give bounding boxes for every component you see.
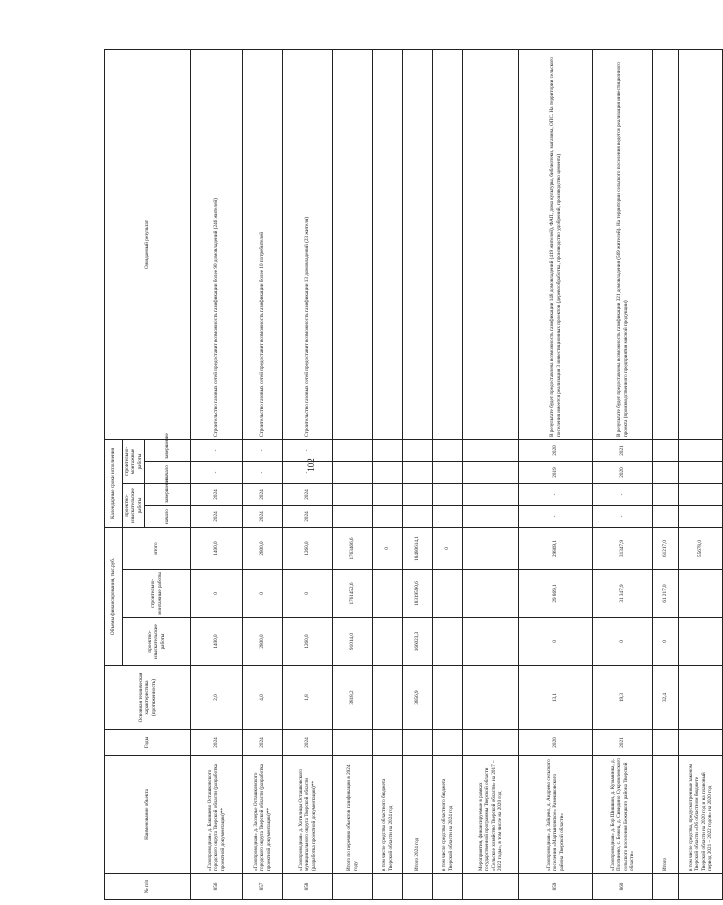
- row-fin-design: 1400,0: [191, 618, 243, 666]
- row-fin-design: [373, 618, 403, 666]
- row-fin-construction: [373, 570, 403, 618]
- row-num: 857: [243, 874, 283, 900]
- row-fin-total: [463, 528, 519, 570]
- row-design-start: [679, 506, 723, 528]
- row-num: [403, 874, 433, 900]
- row-fin-design: 0: [653, 618, 679, 666]
- row-num: [373, 874, 403, 900]
- row-constr-end: [433, 440, 463, 462]
- row-design-start: 2024: [243, 506, 283, 528]
- row-fin-construction: 61 217,0: [653, 570, 679, 618]
- row-tech: [433, 666, 463, 730]
- table-body: [191, 50, 723, 900]
- row-result: [373, 50, 403, 440]
- row-years: [463, 730, 519, 756]
- row-fin-total: 2800,0: [243, 528, 283, 570]
- row-num: 860: [593, 874, 653, 900]
- row-design-start: 2024: [191, 506, 243, 528]
- row-years: 2024: [243, 730, 283, 756]
- row-constr-start: [653, 462, 679, 484]
- row-constr-end: [679, 440, 723, 462]
- row-design-end: [463, 484, 519, 506]
- row-constr-start: [463, 462, 519, 484]
- header-calendar: Календарные сроки исполнения: [105, 440, 123, 528]
- row-constr-start: [333, 462, 373, 484]
- row-design-start: 2024: [283, 506, 333, 528]
- header-constr-start: начало: [145, 462, 191, 484]
- row-fin-construction: 1761452,6: [333, 570, 373, 618]
- header-fin-design: проектно-изыскательские работы: [123, 618, 191, 666]
- row-name: «Газопроводная» д. Зайцево, д. Андрево сельского поселения «Мартыновское» Рамешковского района Тверской области»: [519, 756, 593, 874]
- row-years: 2020: [519, 730, 593, 756]
- row-fin-design: [679, 618, 723, 666]
- row-tech: 4,0: [243, 666, 283, 730]
- table-row: [403, 50, 433, 900]
- row-num: 859: [519, 874, 593, 900]
- row-fin-construction: 29 869,1: [519, 570, 593, 618]
- row-result: [653, 50, 679, 440]
- row-years: [403, 730, 433, 756]
- row-fin-construction: [679, 570, 723, 618]
- row-years: [373, 730, 403, 756]
- row-name: Итого 2024 год: [403, 756, 433, 874]
- rotated-table-wrapper: [104, 50, 713, 900]
- row-design-end: 2024: [283, 484, 333, 506]
- row-design-end: -: [593, 484, 653, 506]
- row-constr-end: -: [283, 440, 333, 462]
- row-num: [653, 874, 679, 900]
- row-constr-start: -: [243, 462, 283, 484]
- row-design-start: [403, 506, 433, 528]
- row-fin-total: 29869,1: [519, 528, 593, 570]
- row-years: 2024: [191, 730, 243, 756]
- header-fin-total: итого: [123, 528, 191, 570]
- table-row: [333, 50, 373, 900]
- row-fin-design: 2800,0: [243, 618, 283, 666]
- row-fin-total: 18480614,1: [403, 528, 433, 570]
- row-design-end: [433, 484, 463, 506]
- row-result: [463, 50, 519, 440]
- table-row: [373, 50, 403, 900]
- row-design-end: [679, 484, 723, 506]
- table-row: [243, 50, 283, 900]
- row-tech: [679, 666, 723, 730]
- table-row: [679, 50, 723, 900]
- row-result: Строительство газовых сетей предоставит возможность газификации 13 домовладений (23 жителя): [283, 50, 333, 440]
- table-row: [433, 50, 463, 900]
- row-tech: 19,3: [593, 666, 653, 730]
- row-tech: [373, 666, 403, 730]
- header-design-start: начало: [145, 506, 191, 528]
- row-constr-start: -: [191, 462, 243, 484]
- row-tech: 1,8: [283, 666, 333, 730]
- page-number: 102: [306, 458, 316, 472]
- row-fin-design: [433, 618, 463, 666]
- row-tech: 32,4: [653, 666, 679, 730]
- row-constr-end: [373, 440, 403, 462]
- row-design-start: [433, 506, 463, 528]
- row-name: Итого: [653, 756, 679, 874]
- row-design-end: [653, 484, 679, 506]
- row-constr-start: 2020: [593, 462, 653, 484]
- row-fin-construction: 31 347,9: [593, 570, 653, 618]
- row-name: «Газопроводная» д. Бакишево Осташковского городского округа Тверской области (разработка проектной документации)**: [191, 756, 243, 874]
- row-design-end: [373, 484, 403, 506]
- row-fin-construction: 0: [191, 570, 243, 618]
- row-constr-start: [373, 462, 403, 484]
- row-fin-total: 0: [433, 528, 463, 570]
- header-constr-end: завершение: [145, 440, 191, 462]
- row-constr-start: [403, 462, 433, 484]
- row-constr-end: 2021: [593, 440, 653, 462]
- row-design-end: 2024: [243, 484, 283, 506]
- row-years: 2024: [283, 730, 333, 756]
- row-name: в том числе средства, предусмотренные законом Тверской области «Об областном бюджете Тверской области на 2020 год и на плановый период 2021 – 2022 годов» на 2020 год: [679, 756, 723, 874]
- row-result: [333, 50, 373, 440]
- row-fin-total: 31347,9: [593, 528, 653, 570]
- row-design-start: [463, 506, 519, 528]
- row-constr-start: 2019: [519, 462, 593, 484]
- header-financing: Объемы финансирования, тыс.руб.: [105, 528, 123, 666]
- header-num: № п/п: [105, 874, 191, 900]
- row-tech: 13,1: [519, 666, 593, 730]
- row-constr-end: -: [191, 440, 243, 462]
- row-design-end: [403, 484, 433, 506]
- row-design-end: [333, 484, 373, 506]
- row-years: [679, 730, 723, 756]
- row-result: В результате будет предоставлена возможность газификации 148 домовладений (419 жителей), ФАП, дома культуры, библиотеки, магазина, ОПС. На территории сельского поселения имеется реализация 3 инвестиционных проектов (деревообработка, производство удобрений, производство цемента): [519, 50, 593, 440]
- row-constr-end: [403, 440, 433, 462]
- row-fin-total: 1763466,6: [333, 528, 373, 570]
- row-num: [433, 874, 463, 900]
- row-name: в том числе средства областного бюджета Тверской области на 2024 год: [433, 756, 463, 874]
- row-fin-construction: [433, 570, 463, 618]
- row-fin-total: 1400,0: [191, 528, 243, 570]
- row-tech: 3818,2: [333, 666, 373, 730]
- row-name: Мероприятия, финансируемые в рамках государственной программы Тверской области «Сельское хозяйство Тверской области» на 2017 – 2022 годы», в том числе на 2020 год: [463, 756, 519, 874]
- row-result: Строительство газовых сетей предоставит возможность газификации более 10 потребителей: [243, 50, 283, 440]
- row-design-start: [333, 506, 373, 528]
- row-constr-end: [653, 440, 679, 462]
- row-fin-total: 61217,0: [653, 528, 679, 570]
- table-row: [519, 50, 593, 900]
- table-row: [191, 50, 243, 900]
- header-result: Ожидаемый результат: [105, 50, 191, 440]
- row-num: 858: [283, 874, 333, 900]
- row-years: [333, 730, 373, 756]
- row-name: «Газопроводная» д. Заозерье Осташковского городского округа Тверской области (разработка проектной документации)**: [243, 756, 283, 874]
- table-row: [593, 50, 653, 900]
- gasification-table: [104, 49, 723, 900]
- row-design-start: -: [593, 506, 653, 528]
- row-years: [433, 730, 463, 756]
- row-design-start: -: [519, 506, 593, 528]
- row-fin-total: 55678,0: [679, 528, 723, 570]
- row-design-end: -: [519, 484, 593, 506]
- row-result: [679, 50, 723, 440]
- row-fin-design: 91014,0: [333, 618, 373, 666]
- row-name: «Газопроводная» д. Бор Шишкин, д. Кузьминка, д. Плотинево, с. Бежец, д. Сивидино Сукромленского сельского поселения Бежецкого района Тверской области»: [593, 756, 653, 874]
- table-row: [653, 50, 679, 900]
- row-fin-design: 0: [593, 618, 653, 666]
- row-result: [433, 50, 463, 440]
- header-cal-design: проектно-изыскательские работы: [123, 484, 145, 528]
- header-cal-construction: строительно-монтажные работы: [123, 440, 145, 484]
- row-result: Строительство газовых сетей предоставит возможность газификации более 90 домовладений (246 жителей): [191, 50, 243, 440]
- row-name: «Газопроводная» д. Хотилицы Осташковского муниципального округа Тверской области (разработка проектной документации)**: [283, 756, 333, 874]
- row-num: [463, 874, 519, 900]
- row-constr-start: [679, 462, 723, 484]
- table-row: [463, 50, 519, 900]
- row-tech: 2,0: [191, 666, 243, 730]
- row-fin-design: 166023,3: [403, 618, 433, 666]
- header-tech: Основная техническая характеристика (протяженность): [105, 666, 191, 730]
- row-years: 2021: [593, 730, 653, 756]
- row-constr-end: -: [243, 440, 283, 462]
- row-design-start: [653, 506, 679, 528]
- row-name: в том числе средства областного бюджета Тверской области на 2024 год: [373, 756, 403, 874]
- row-constr-start: -: [283, 462, 333, 484]
- row-design-start: [373, 506, 403, 528]
- header-years: Годы: [105, 730, 191, 756]
- header-name: Наименование объекта: [105, 756, 191, 874]
- row-constr-end: [333, 440, 373, 462]
- row-constr-end: [463, 440, 519, 462]
- row-num: [679, 874, 723, 900]
- row-fin-design: 1260,0: [283, 618, 333, 666]
- row-fin-construction: [463, 570, 519, 618]
- header-design-end: завершение: [145, 484, 191, 506]
- row-name: Итого по перечню объектов газификации в 2024 году: [333, 756, 373, 874]
- row-tech: [463, 666, 519, 730]
- row-years: [653, 730, 679, 756]
- row-constr-end: 2020: [519, 440, 593, 462]
- row-fin-construction: 18319590,6: [403, 570, 433, 618]
- table-row: [283, 50, 333, 900]
- header-fin-construction: строительно-монтажные работы: [123, 570, 191, 618]
- row-fin-construction: 0: [243, 570, 283, 618]
- row-fin-design: [463, 618, 519, 666]
- row-num: 856: [191, 874, 243, 900]
- row-fin-total: 1260,0: [283, 528, 333, 570]
- row-tech: 3856,9: [403, 666, 433, 730]
- row-fin-construction: 0: [283, 570, 333, 618]
- row-constr-start: [433, 462, 463, 484]
- row-design-end: 2024: [191, 484, 243, 506]
- row-result: [403, 50, 433, 440]
- row-fin-total: 0: [373, 528, 403, 570]
- row-fin-design: 0: [519, 618, 593, 666]
- row-result: В результате будет предоставлена возможность газификации 321 домовладения (569 жителей). На территории сельского поселения ведется реализация инвестиционного проекта (производственного предприятия мясной продукции): [593, 50, 653, 440]
- row-num: [333, 874, 373, 900]
